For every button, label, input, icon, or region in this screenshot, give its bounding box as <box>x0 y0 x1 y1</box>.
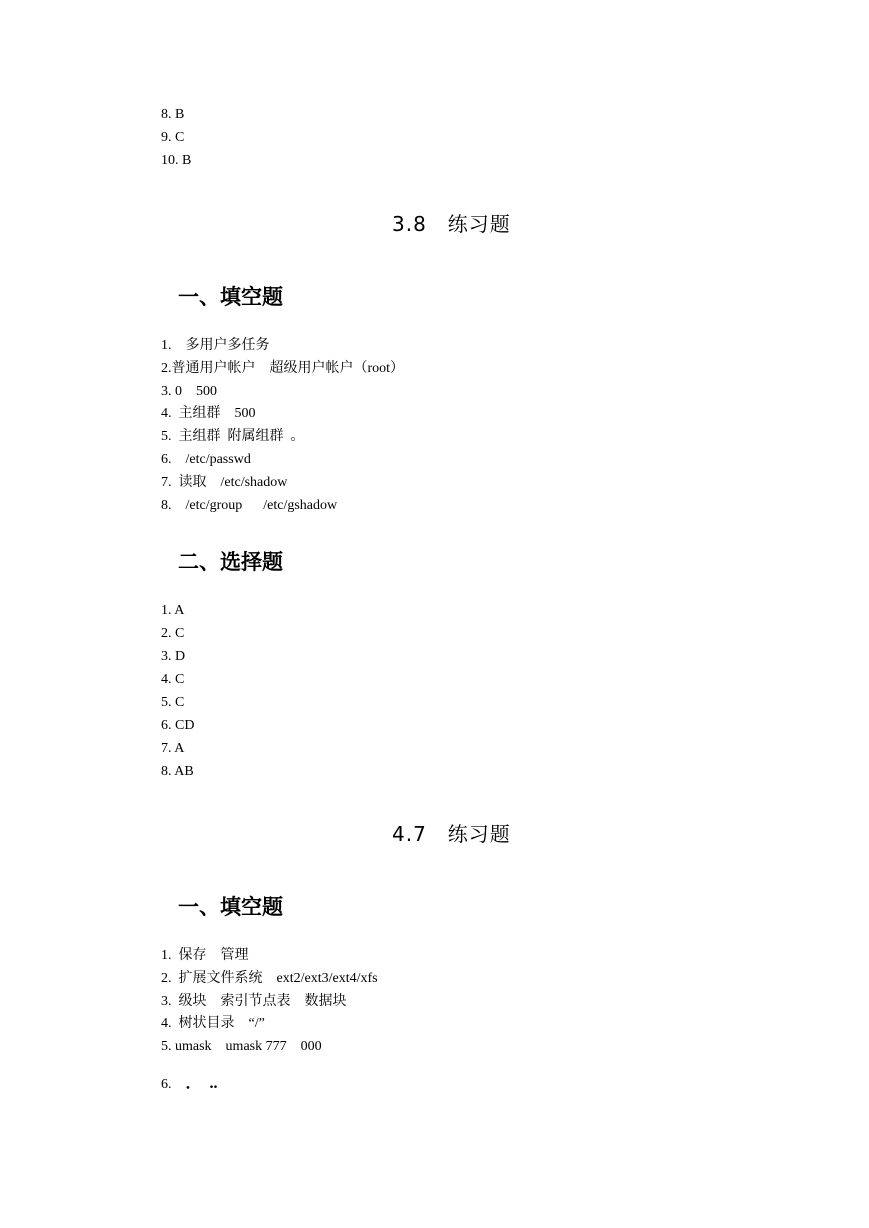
fill-item: 2.普通用户帐户 超级用户帐户（root） <box>161 361 405 376</box>
chapter-3-choice-heading: 二、选择题 <box>178 550 283 574</box>
top-list-item: 8. B <box>161 107 185 122</box>
chapter-4-title: 4.7 练习题 <box>392 822 511 846</box>
choice-item: 2. C <box>161 626 185 641</box>
fill-item: 1. 保存 管理 <box>161 948 249 963</box>
fill-item: 3. 级块 索引节点表 数据块 <box>161 994 347 1009</box>
fill-item: 4. 树状目录 “/” <box>161 1016 265 1031</box>
choice-item: 7. A <box>161 741 185 756</box>
choice-item: 5. C <box>161 695 185 710</box>
choice-item: 6. CD <box>161 718 195 733</box>
top-list-item: 9. C <box>161 130 185 145</box>
fill-item: 7. 读取 /etc/shadow <box>161 475 288 490</box>
choice-item: 3. D <box>161 649 186 664</box>
fill-item: 8. /etc/group /etc/gshadow <box>161 498 338 513</box>
top-list-item: 10. B <box>161 153 192 168</box>
fill-item: 6. /etc/passwd <box>161 452 251 467</box>
fill-item-6-number: 6. <box>161 1077 172 1092</box>
chapter-3-title: 3.8 练习题 <box>392 212 511 236</box>
fill-item: 5. 主组群 附属组群 。 <box>161 429 305 444</box>
chapter-4-fill-heading: 一、填空题 <box>178 895 283 919</box>
choice-item: 8. AB <box>161 764 194 779</box>
chapter-3-fill-heading: 一、填空题 <box>178 285 283 309</box>
fill-item: 3. 0 500 <box>161 384 217 399</box>
fill-item-6-dots: ． .. <box>185 1075 218 1092</box>
fill-item: 2. 扩展文件系统 ext2/ext3/ext4/xfs <box>161 971 378 986</box>
fill-item: 5. umask umask 777 000 <box>161 1039 322 1054</box>
choice-item: 1. A <box>161 603 185 618</box>
fill-item: 4. 主组群 500 <box>161 406 256 421</box>
fill-item: 1. 多用户多任务 <box>161 338 270 353</box>
fill-item-6 <box>161 1075 218 1094</box>
choice-item: 4. C <box>161 672 185 687</box>
